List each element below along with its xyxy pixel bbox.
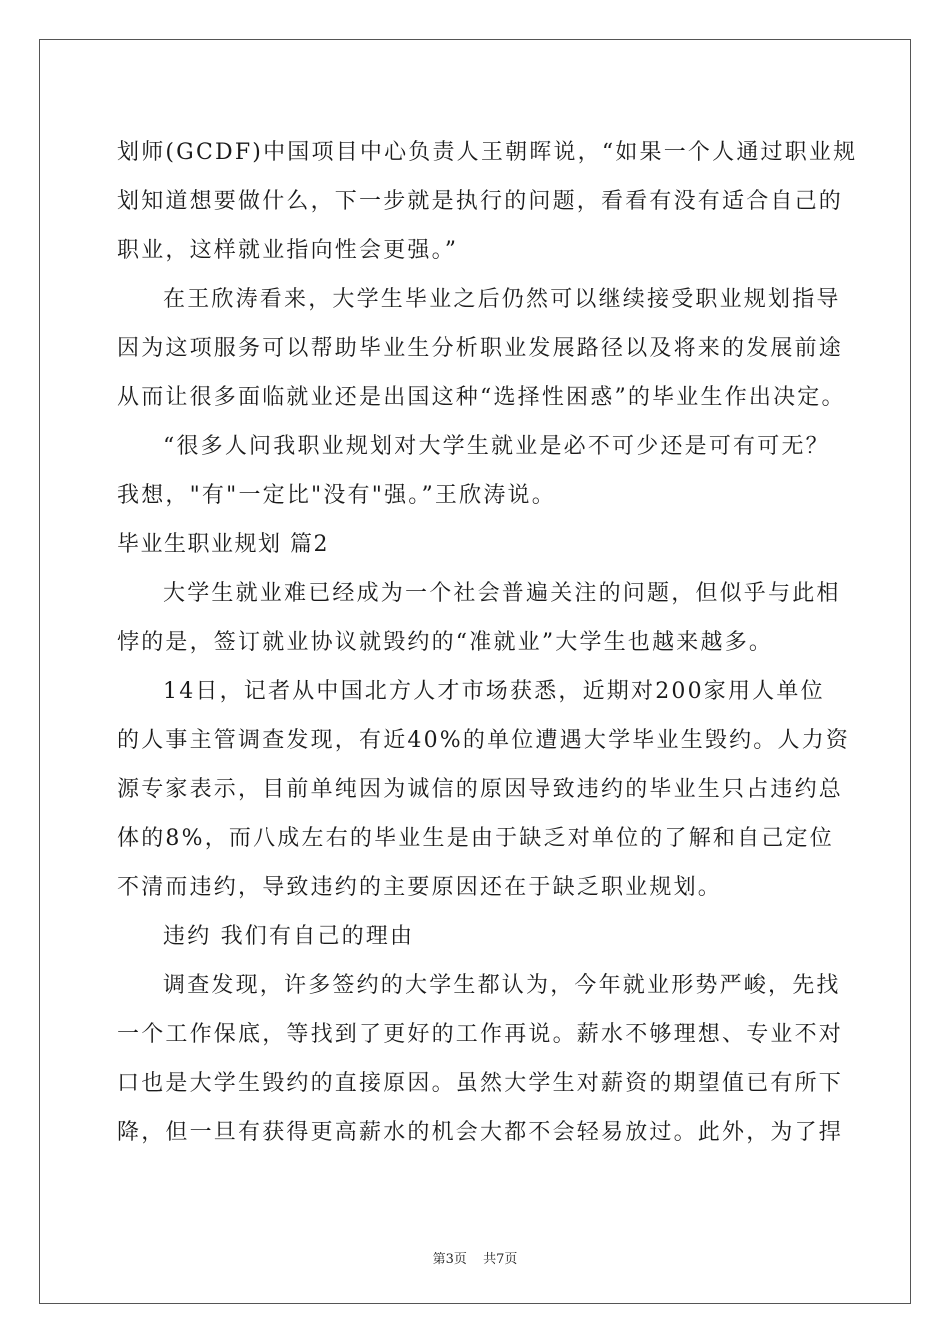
text-line: 的人事主管调查发现，有近40%的单位遭遇大学毕业生毁约。人力资 [117, 728, 851, 753]
paragraph-start: 14日，记者从中国北方人才市场获悉，近期对200家用人单位 [163, 679, 825, 704]
text-line: 我想，"有"一定比"没有"强。”王欣涛说。 [117, 483, 556, 508]
text-line: 一个工作保底，等找到了更好的工作再说。薪水不够理想、专业不对 [117, 1022, 844, 1047]
text-line: 划师(GCDF)中国项目中心负责人王朝晖说，“如果一个人通过职业规 [117, 140, 858, 165]
text-line: 职业，这样就业指向性会更强。” [117, 238, 459, 263]
text-line: 从而让很多面临就业还是出国这种“选择性困惑”的毕业生作出决定。 [117, 385, 846, 410]
text-line: 悖的是，签订就业协议就毁约的“准就业”大学生也越来越多。 [117, 630, 774, 655]
page-total: 共7页 [483, 1252, 518, 1267]
paragraph-start: 在王欣涛看来，大学生毕业之后仍然可以继续接受职业规划指导 [163, 287, 841, 312]
text-line: 降，但一旦有获得更高薪水的机会大都不会轻易放过。此外，为了捍 [117, 1120, 844, 1145]
document-body [117, 128, 858, 1157]
text-line: 源专家表示，目前单纯因为诚信的原因导致违约的毕业生只占违约总 [117, 777, 844, 802]
page-footer [0, 1248, 950, 1267]
page-number: 第3页 [432, 1252, 467, 1267]
paragraph-start: 大学生就业难已经成为一个社会普遍关注的问题，但似乎与此相 [163, 581, 841, 606]
text-line: 体的8%，而八成左右的毕业生是由于缺乏对单位的了解和自己定位 [117, 826, 834, 851]
text-line: 因为这项服务可以帮助毕业生分析职业发展路径以及将来的发展前途 [117, 336, 844, 361]
text-line: 不清而违约，导致违约的主要原因还在于缺乏职业规划。 [117, 875, 723, 900]
text-line: 口也是大学生毁约的直接原因。虽然大学生对薪资的期望值已有所下 [117, 1071, 844, 1096]
subheading: 违约 我们有自己的理由 [163, 924, 415, 949]
paragraph-start: 调查发现，许多签约的大学生都认为，今年就业形势严峻，先找 [163, 973, 841, 998]
text-line: 划知道想要做什么，下一步就是执行的问题，看看有没有适合自己的 [117, 189, 844, 214]
paragraph-start: “很多人问我职业规划对大学生就业是必不可少还是可有可无？ [163, 434, 830, 459]
section-heading: 毕业生职业规划 篇2 [117, 532, 329, 557]
